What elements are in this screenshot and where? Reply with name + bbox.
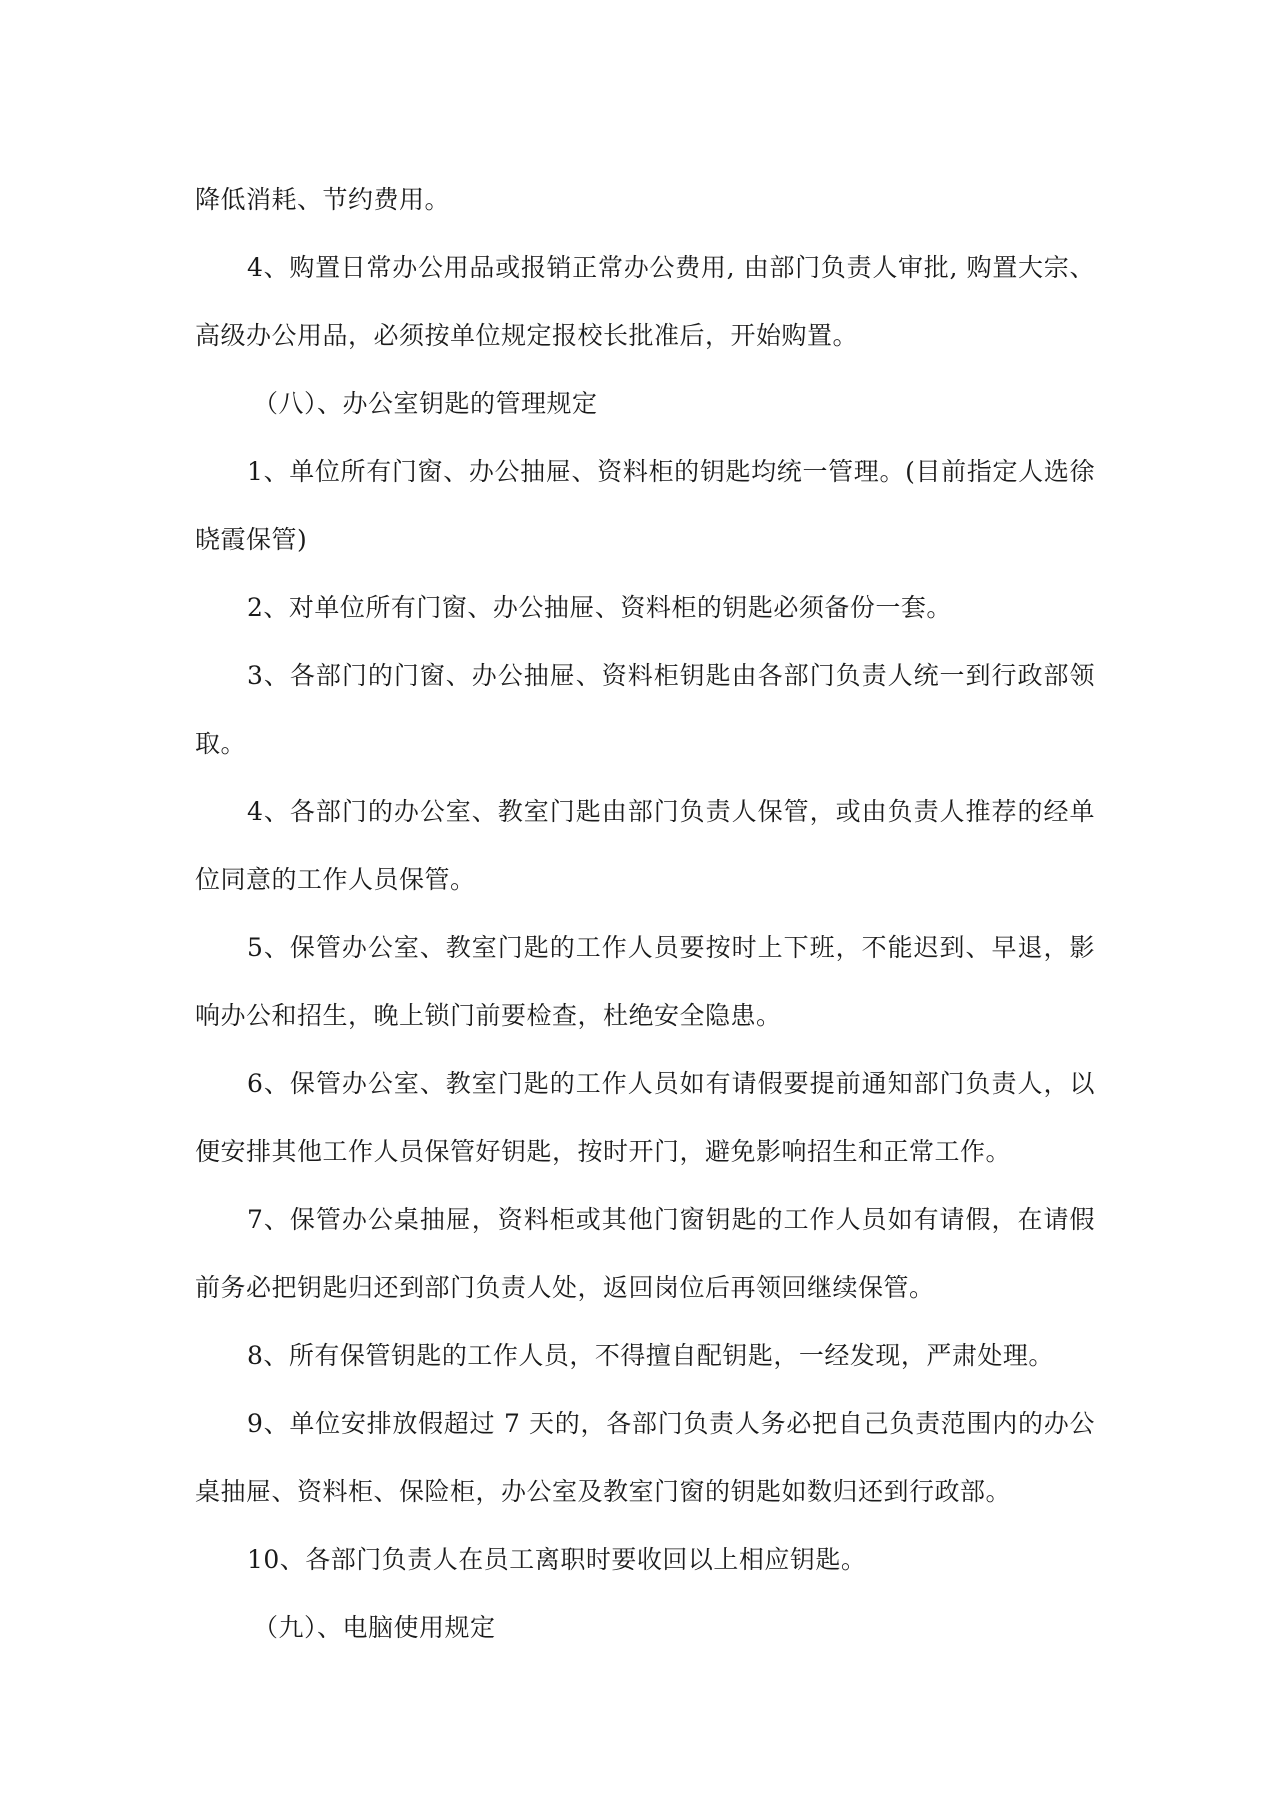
document-body (195, 166, 1095, 1662)
paragraph-line: 3、各部门的门窗、办公抽屉、资料柜钥匙由各部门负责人统一到行政部领 (247, 661, 1095, 690)
paragraph-line: 6、保管办公室、教室门匙的工作人员如有请假要提前通知部门负责人，以 (247, 1069, 1095, 1098)
paragraph-line: 取。 (195, 729, 247, 758)
paragraph-line: 响办公和招生，晚上锁门前要检查，杜绝安全隐患。 (195, 1001, 782, 1030)
paragraph-line: 前务必把钥匙归还到部门负责人处，返回岗位后再领回继续保管。 (195, 1273, 935, 1302)
paragraph-line: 10、各部门负责人在员工离职时要收回以上相应钥匙。 (247, 1545, 867, 1574)
paragraph-line: 2、对单位所有门窗、办公抽屉、资料柜的钥匙必须备份一套。 (247, 593, 952, 622)
section-heading: （九）、电脑使用规定 (253, 1613, 496, 1642)
paragraph-line: 7、保管办公桌抽屉，资料柜或其他门窗钥匙的工作人员如有请假，在请假 (247, 1205, 1095, 1234)
paragraph-line: 晓霞保管) (195, 525, 308, 554)
paragraph-line: 高级办公用品，必须按单位规定报校长批准后，开始购置。 (195, 321, 859, 350)
paragraph-line: 9、单位安排放假超过 7 天的，各部门负责人务必把自己负责范围内的办公 (247, 1409, 1095, 1438)
paragraph-line: 位同意的工作人员保管。 (195, 865, 476, 894)
paragraph-line: 4、购置日常办公用品或报销正常办公费用, 由部门负责人审批, 购置大宗、 (247, 253, 1095, 282)
paragraph-line: 4、各部门的办公室、教室门匙由部门负责人保管，或由负责人推荐的经单 (247, 797, 1095, 826)
paragraph-line: 桌抽屉、资料柜、保险柜，办公室及教室门窗的钥匙如数归还到行政部。 (195, 1477, 1012, 1506)
paragraph-line: 1、单位所有门窗、办公抽屉、资料柜的钥匙均统一管理。(目前指定人选徐 (247, 457, 1095, 486)
paragraph-line: 降低消耗、节约费用。 (195, 185, 451, 214)
paragraph-line: 便安排其他工作人员保管好钥匙，按时开门，避免影响招生和正常工作。 (195, 1137, 1012, 1166)
paragraph-line: 8、所有保管钥匙的工作人员，不得擅自配钥匙，一经发现，严肃处理。 (247, 1341, 1054, 1370)
section-heading: （八）、办公室钥匙的管理规定 (253, 389, 598, 418)
paragraph-line: 5、保管办公室、教室门匙的工作人员要按时上下班，不能迟到、早退，影 (247, 933, 1095, 962)
